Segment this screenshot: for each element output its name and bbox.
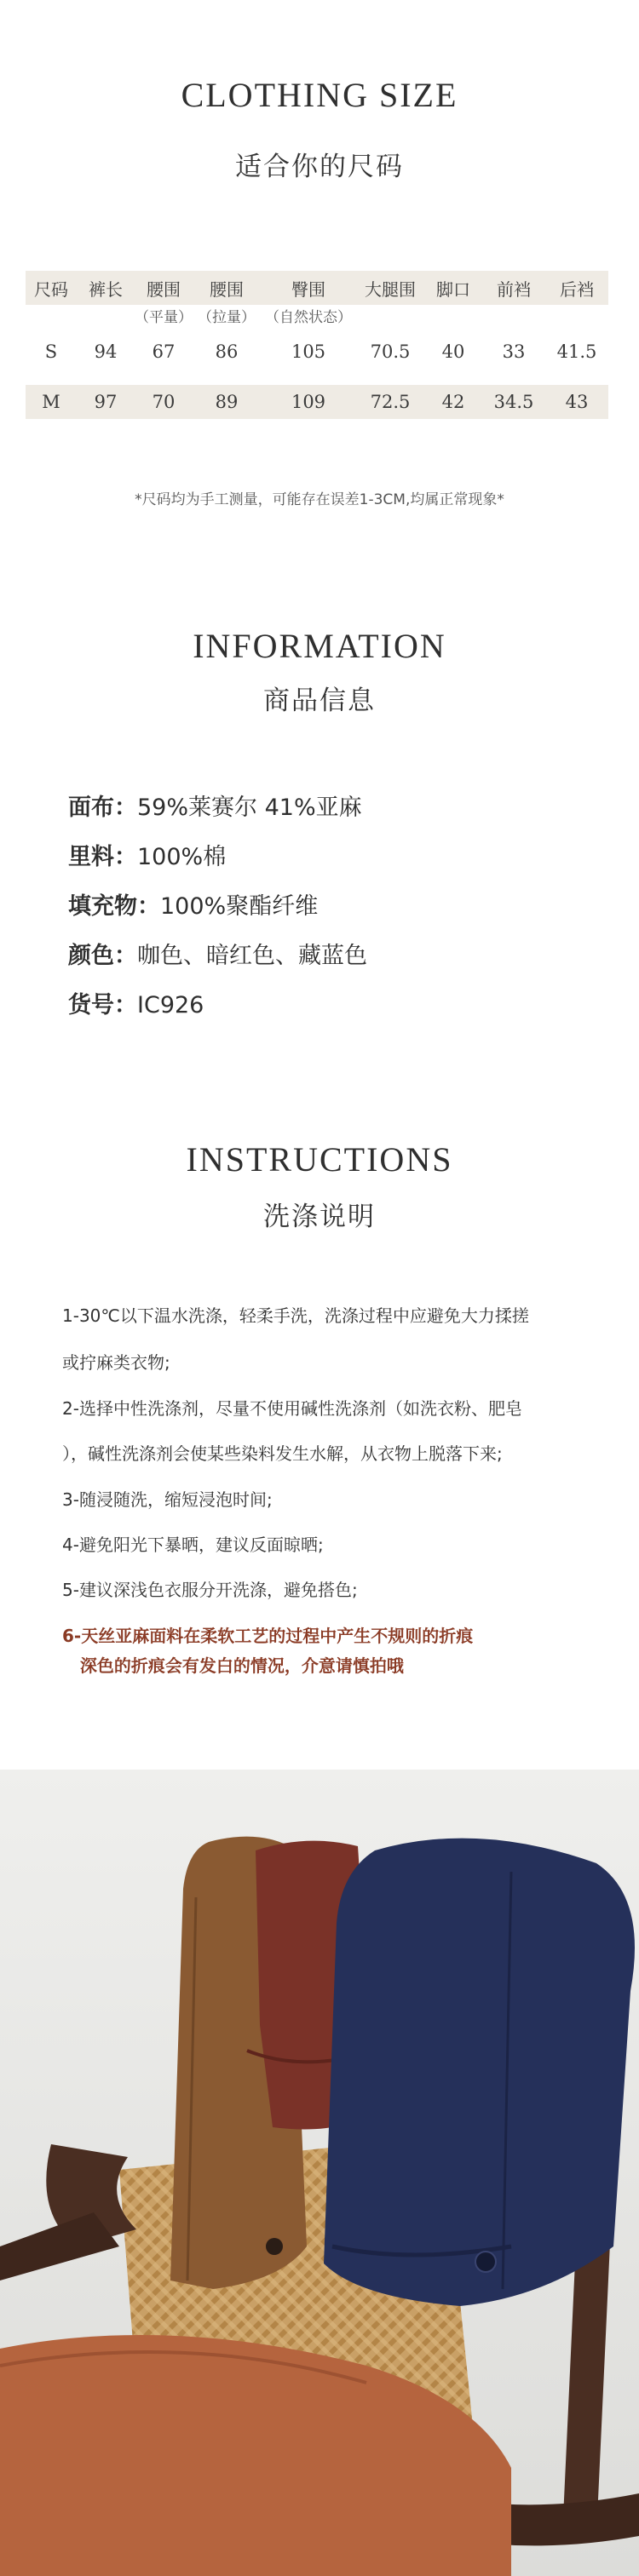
- header-cell: 裤长: [77, 271, 135, 305]
- info-fabric: [68, 789, 367, 838]
- info-title-cn: 商品信息: [263, 686, 376, 716]
- info-key: 货号：: [68, 992, 137, 1018]
- instruction-line: 2-选择中性洗涤剂，尽量不使用碱性洗涤剂（如洗衣粉、肥皂: [62, 1398, 522, 1419]
- header-cell: 脚口: [424, 271, 482, 305]
- table-cell: 42: [424, 385, 482, 419]
- info-value: 100%棉: [137, 844, 227, 870]
- info-list: [68, 789, 367, 1036]
- size-table-subheader-row: [26, 305, 608, 336]
- info-value: 咖色、暗红色、藏蓝色: [137, 943, 367, 969]
- size-note: *尺码均为手工测量，可能存在误差1-3CM,均属正常现象*: [135, 491, 504, 508]
- subheader-cell: （自然状态）: [265, 309, 352, 326]
- instruction-line: 4-避免阳光下暴晒，建议反面晾晒;: [62, 1535, 324, 1555]
- table-cell: 86: [215, 341, 239, 362]
- product-photo: [0, 1770, 639, 2576]
- header-cell: 腰围: [193, 271, 261, 305]
- table-cell: 109: [261, 385, 356, 419]
- instruction-line: 5-建议深浅色衣服分开洗涤，避免搭色;: [62, 1580, 358, 1600]
- table-spacer: [26, 368, 608, 385]
- subheader-cell: [545, 305, 608, 336]
- info-value: 59%莱赛尔 41%亚麻: [137, 795, 362, 821]
- table-cell: 34.5: [482, 385, 545, 419]
- table-row: [26, 385, 608, 419]
- table-row: [26, 336, 608, 368]
- subheader-cell: [482, 305, 545, 336]
- table-cell: 72.5: [356, 385, 424, 419]
- instruction-line: 1-30℃以下温水洗涤，轻柔手洗，洗涤过程中应避免大力揉搓: [62, 1305, 529, 1326]
- instruction-warning-line: 深色的折痕会有发白的情况，介意请慎拍哦: [62, 1655, 404, 1676]
- instructions-title-cn: 洗涤说明: [263, 1202, 376, 1232]
- table-cell: M: [26, 385, 77, 419]
- instruction-warning-line: 6-天丝亚麻面料在柔软工艺的过程中产生不规则的折痕: [62, 1626, 474, 1646]
- header-cell: 尺码: [26, 271, 77, 305]
- info-value: 100%聚酯纤维: [160, 893, 319, 920]
- pants-navy: [324, 1839, 635, 2306]
- instructions-title-en: INSTRUCTIONS: [186, 1140, 453, 1179]
- subheader-cell: （平量）: [135, 309, 193, 326]
- size-title-en: CLOTHING SIZE: [181, 76, 458, 114]
- size-title-cn: 适合你的尺码: [235, 152, 404, 182]
- header-cell: 前裆: [482, 271, 545, 305]
- subheader-cell: （拉量）: [198, 309, 256, 326]
- info-lining: [68, 838, 367, 887]
- size-table: [26, 271, 608, 419]
- header-cell: 大腿围: [356, 271, 424, 305]
- subheader-cell: [424, 305, 482, 336]
- info-filling: [68, 887, 367, 937]
- table-cell: 105: [291, 341, 326, 362]
- table-cell: 89: [193, 385, 261, 419]
- info-key: 填充物：: [68, 893, 160, 920]
- table-cell: 94: [94, 341, 118, 362]
- subheader-cell: [77, 305, 135, 336]
- table-cell: 43: [545, 385, 608, 419]
- info-value: IC926: [137, 992, 204, 1018]
- table-cell: 70: [135, 385, 193, 419]
- table-cell: 67: [152, 341, 176, 362]
- info-sku: [68, 986, 367, 1036]
- table-cell: S: [44, 341, 58, 362]
- table-cell: 97: [77, 385, 135, 419]
- subheader-cell: [356, 305, 424, 336]
- table-cell: 40: [441, 341, 465, 362]
- subheader-cell: [26, 305, 77, 336]
- product-photo-illustration: [0, 1770, 639, 2576]
- table-cell: 41.5: [556, 341, 597, 362]
- instruction-line: ），碱性洗涤剂会使某些染料发生水解，从衣物上脱落下来;: [62, 1443, 503, 1464]
- instruction-line: 或拧麻类衣物;: [62, 1352, 170, 1373]
- button-icon: [475, 2252, 496, 2272]
- table-cell: 70.5: [370, 341, 411, 362]
- header-cell: 腰围: [135, 271, 193, 305]
- size-table-header-row: [26, 271, 608, 305]
- header-cell: 臀围: [261, 271, 356, 305]
- info-key: 里料：: [68, 844, 137, 870]
- table-cell: 33: [502, 341, 526, 362]
- button-icon: [266, 2238, 283, 2255]
- instruction-line: 3-随浸随洗，缩短浸泡时间;: [62, 1489, 273, 1510]
- info-key: 颜色：: [68, 943, 137, 969]
- info-color: [68, 937, 367, 986]
- info-key: 面布：: [68, 795, 137, 821]
- info-title-en: INFORMATION: [193, 627, 446, 665]
- header-cell: 后裆: [545, 271, 608, 305]
